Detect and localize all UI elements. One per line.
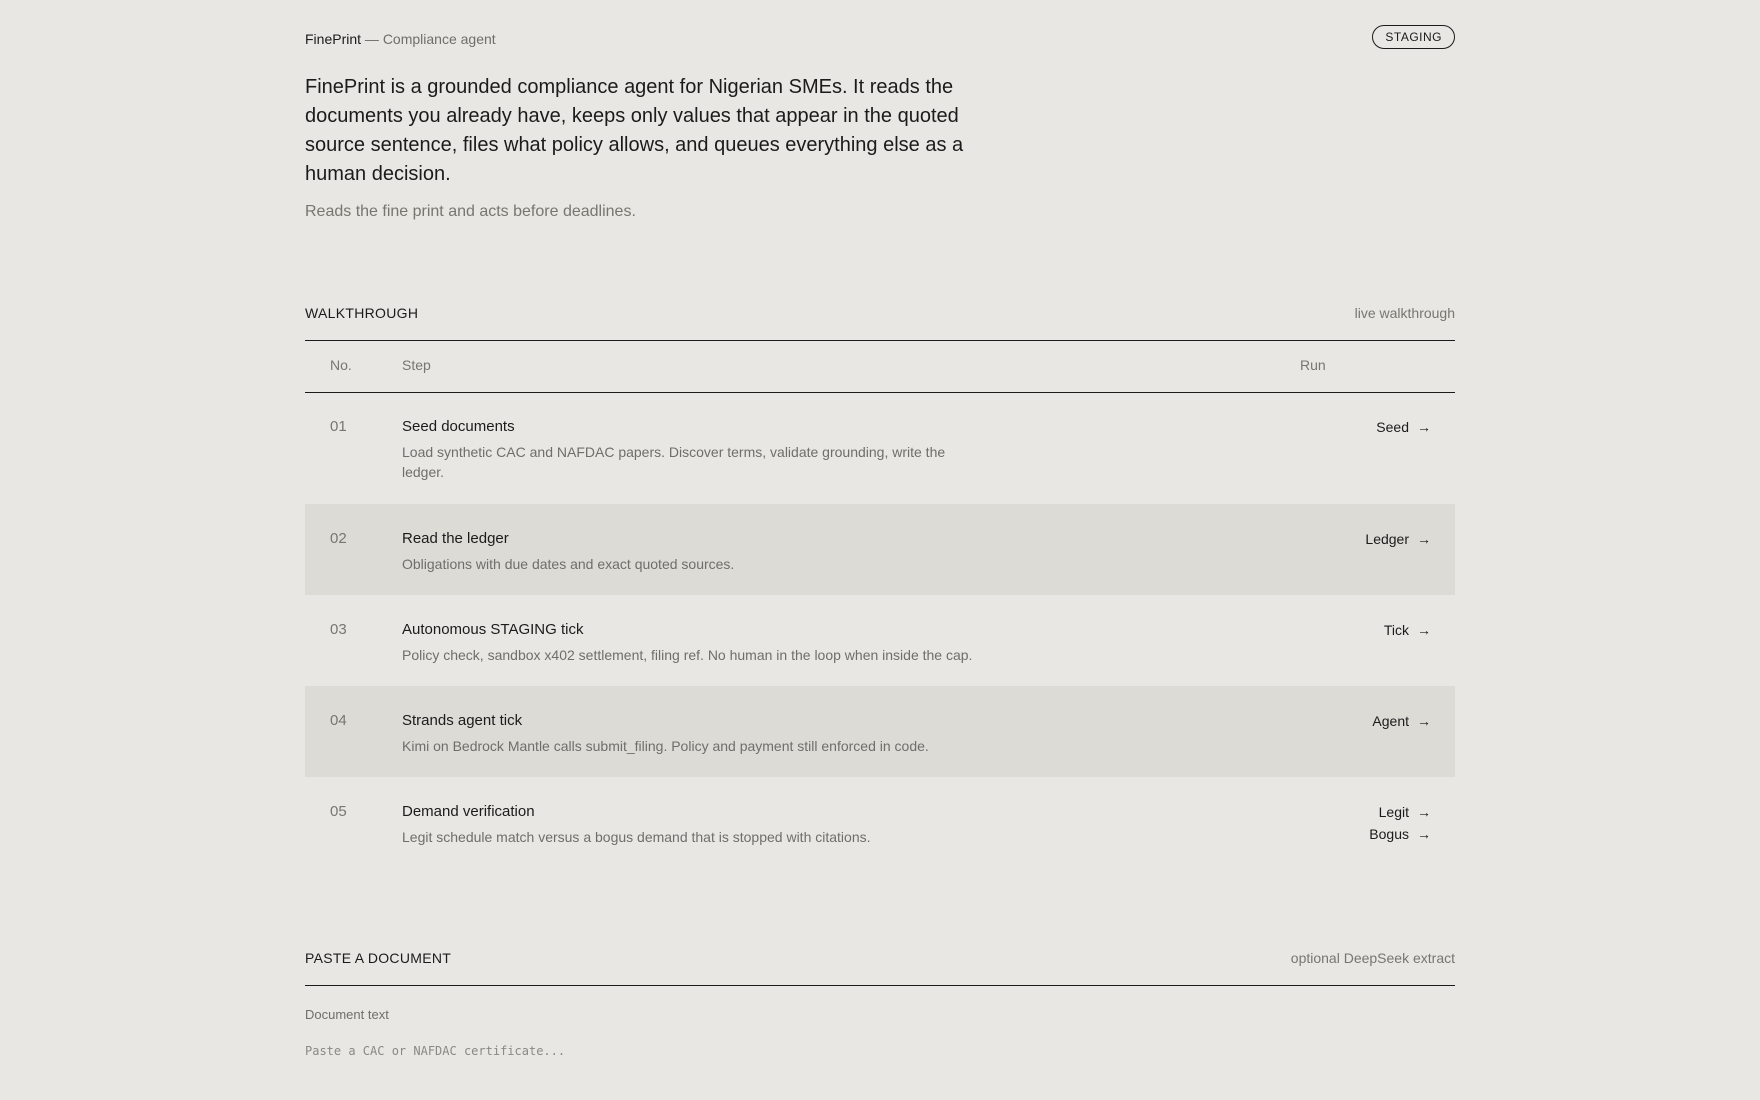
step-description: Legit schedule match versus a bogus demand that is stopped with citations. (402, 829, 871, 845)
step-title: Read the ledger (402, 530, 509, 547)
step-number: 04 (330, 712, 347, 729)
arrow-right-icon: → (1417, 419, 1431, 435)
column-run: Run (1300, 357, 1326, 373)
walkthrough-title: WALKTHROUGH (305, 305, 419, 321)
step-title: Seed documents (402, 418, 515, 435)
step-row (305, 777, 1455, 877)
run-legit-link[interactable] (1369, 803, 1431, 821)
step-title: Autonomous STAGING tick (402, 621, 584, 638)
run-link-label: Seed (1376, 419, 1409, 435)
step-run-actions (1376, 418, 1431, 440)
environment-badge: STAGING (1372, 25, 1455, 49)
step-title: Demand verification (402, 803, 535, 820)
document-text-input[interactable] (305, 1044, 1455, 1084)
paste-header (305, 949, 1455, 986)
step-row (305, 595, 1455, 686)
run-link-label: Agent (1372, 713, 1409, 729)
step-run-actions (1372, 712, 1431, 734)
step-run-actions (1365, 530, 1431, 552)
column-no: No. (330, 357, 352, 373)
step-run-actions (1369, 803, 1431, 847)
step-title: Strands agent tick (402, 712, 523, 729)
step-description: Kimi on Bedrock Mantle calls submit_filing. Policy and payment still enforced in code. (402, 738, 929, 754)
document-text-label: Document text (305, 1007, 389, 1022)
run-link-label: Legit (1378, 804, 1409, 820)
arrow-right-icon: → (1417, 531, 1431, 547)
intro-tagline: Reads the fine print and acts before deadlines. (305, 203, 636, 220)
top-bar (305, 0, 1455, 78)
arrow-right-icon: → (1417, 804, 1431, 820)
walkthrough-aside: live walkthrough (1354, 305, 1455, 321)
step-number: 02 (330, 530, 347, 547)
brand-subtitle: Compliance agent (382, 31, 496, 47)
run-agent-link[interactable] (1372, 712, 1431, 730)
intro-lead: FinePrint is a grounded compliance agent for Nigerian SMEs. It reads the documents you already have, keeps only values that appear in the quoted source sentence, files what policy allows, and queues everything else as a human decision. (305, 76, 964, 185)
step-description: Load synthetic CAC and NAFDAC papers. Discover terms, validate grounding, write the ledger. (402, 444, 946, 480)
run-link-label: Bogus (1369, 826, 1409, 842)
run-link-label: Ledger (1365, 531, 1409, 547)
run-bogus-link[interactable] (1369, 825, 1431, 843)
arrow-right-icon: → (1417, 826, 1431, 842)
run-seed-link[interactable] (1376, 418, 1431, 436)
step-number: 05 (330, 803, 347, 820)
step-row (305, 504, 1455, 595)
step-row (305, 686, 1455, 777)
run-ledger-link[interactable] (1365, 530, 1431, 548)
paste-title: PASTE A DOCUMENT (305, 950, 452, 966)
walkthrough-column-header (305, 336, 1455, 393)
step-run-actions (1384, 621, 1431, 643)
brand-name: FinePrint (305, 31, 362, 47)
column-step: Step (402, 357, 431, 373)
step-row (305, 392, 1455, 504)
run-tick-link[interactable] (1384, 621, 1431, 639)
run-link-label: Tick (1383, 622, 1409, 638)
step-description: Obligations with due dates and exact quoted sources. (402, 556, 735, 572)
step-description: Policy check, sandbox x402 settlement, filing ref. No human in the loop when inside the cap. (402, 647, 973, 663)
step-number: 01 (330, 418, 347, 435)
brand (305, 30, 496, 48)
paste-aside: optional DeepSeek extract (1290, 950, 1455, 966)
brand-separator: — (361, 31, 383, 47)
arrow-right-icon: → (1417, 713, 1431, 729)
arrow-right-icon: → (1417, 622, 1431, 638)
step-number: 03 (330, 621, 347, 638)
